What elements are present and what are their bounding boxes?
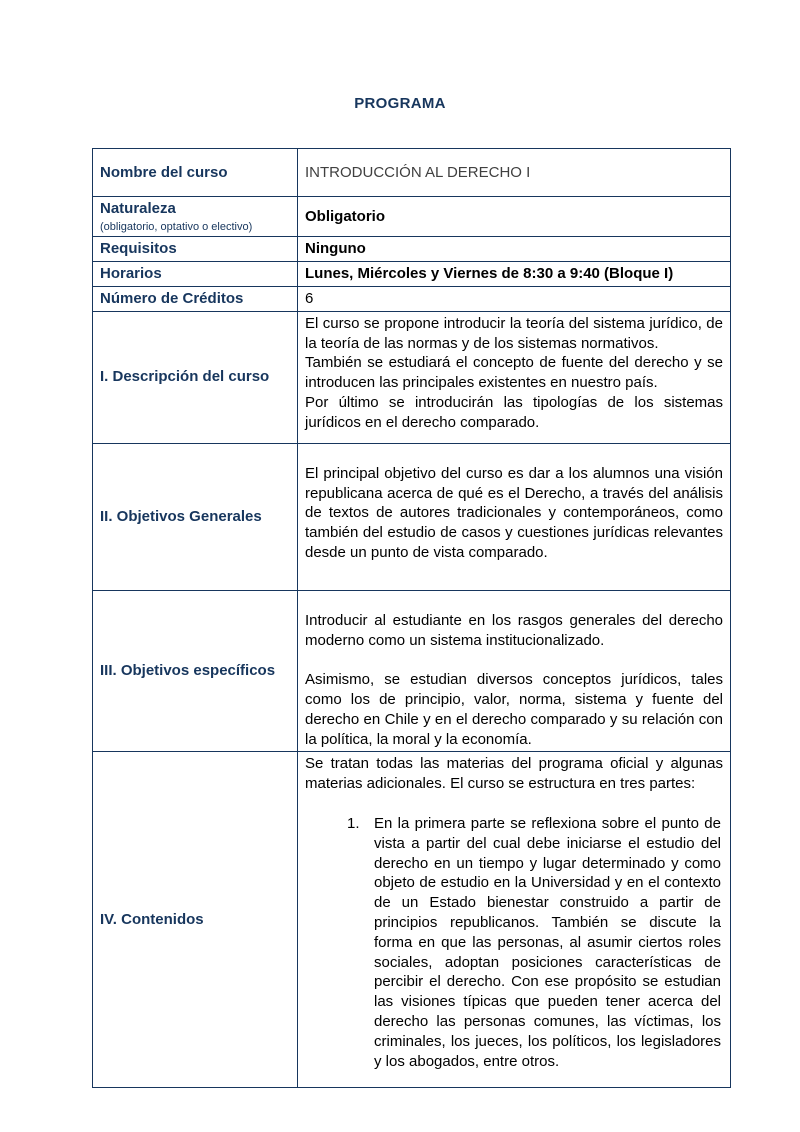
table-row bbox=[93, 237, 731, 262]
row-value-horarios: Lunes, Miércoles y Viernes de 8:30 a 9:40 (Bloque I) bbox=[298, 262, 731, 287]
contenidos-list-item bbox=[305, 814, 723, 1071]
objetivos-generales-paragraph: El principal objetivo del curso es dar a los alumnos una visión republicana acerca de qué es el Derecho, a través del análisis de textos de autores tradicionales y contemporáneos, como también del estudio de casos y cuestiones jurídicas relevantes desde un punto de vista comparado. bbox=[305, 464, 723, 561]
row-value-descripcion bbox=[298, 311, 731, 443]
row-label-objetivos-especificos: III. Objetivos específicos bbox=[93, 590, 298, 752]
objetivos-especificos-paragraph: Introducir al estudiante en los rasgos generales del derecho moderno como un sistema institucionalizado. bbox=[305, 611, 723, 649]
row-label-requisitos: Requisitos bbox=[93, 237, 298, 262]
row-label-contenidos: IV. Contenidos bbox=[93, 752, 298, 1088]
list-item-number: 1. bbox=[347, 815, 360, 833]
row-value-nombre: INTRODUCCIÓN AL DERECHO I bbox=[298, 149, 731, 197]
table-row bbox=[93, 752, 731, 1088]
descripcion-paragraph: El curso se propone introducir la teoría del sistema jurídico, de la teoría de las normas y de los sistemas normativos. bbox=[305, 314, 723, 352]
table-row bbox=[93, 149, 731, 197]
table-row bbox=[93, 286, 731, 311]
descripcion-paragraph: Por último se introducirán las tipologías de los sistemas jurídicos en el derecho comparado. bbox=[305, 393, 723, 431]
contenidos-intro: Se tratan todas las materias del programa oficial y algunas materias adicionales. El curso se estructura en tres partes: bbox=[305, 755, 723, 793]
row-label-nombre: Nombre del curso bbox=[93, 149, 298, 197]
objetivos-especificos-paragraph: Asimismo, se estudian diversos conceptos jurídicos, tales como los de principio, valor, norma, sistema y fuente del derecho en Chile y en el derecho comparado y su relación con la política, la moral y la economía. bbox=[305, 671, 723, 748]
naturaleza-sublabel: (obligatorio, optativo o electivo) bbox=[100, 220, 253, 233]
row-label-naturaleza bbox=[93, 197, 298, 237]
row-value-requisitos: Ninguno bbox=[298, 237, 731, 262]
row-label-objetivos-generales: II. Objetivos Generales bbox=[93, 443, 298, 590]
page-title: PROGRAMA bbox=[354, 95, 446, 112]
row-value-naturaleza: Obligatorio bbox=[298, 197, 731, 237]
table-row bbox=[93, 197, 731, 237]
row-label-descripcion: I. Descripción del curso bbox=[93, 311, 298, 443]
naturaleza-label: Naturaleza bbox=[100, 200, 176, 217]
table-row bbox=[93, 443, 731, 590]
row-value-contenidos bbox=[298, 752, 731, 1088]
list-item-text: En la primera parte se reflexiona sobre el punto de vista a partir del cual debe iniciarse el estudio del derecho en un tiempo y lugar determinado y como objeto de estudio en la Universidad y en el contexto de un Estado bienestar construido a partir de principios republicanos. También se discute la forma en que las personas, al asumir ciertos roles sociales, adoptan posiciones características de percibir el derecho. Con ese propósito se estudian las visiones típicas que pueden tener acerca del derecho las personas comunes, las víctimas, los criminales, los jueces, los políticos, los legisladores y los abogados, entre otros. bbox=[374, 815, 721, 1070]
table-row bbox=[93, 311, 731, 443]
row-value-objetivos-generales bbox=[298, 443, 731, 590]
table-row bbox=[93, 590, 731, 752]
row-value-objetivos-especificos bbox=[298, 590, 731, 752]
row-value-creditos: 6 bbox=[298, 286, 731, 311]
course-program-table bbox=[92, 148, 731, 1088]
descripcion-paragraph: También se estudiará el concepto de fuente del derecho y se introducen las principales existentes en nuestro país. bbox=[305, 354, 723, 392]
row-label-creditos: Número de Créditos bbox=[93, 286, 298, 311]
table-row bbox=[93, 262, 731, 287]
row-label-horarios: Horarios bbox=[93, 262, 298, 287]
